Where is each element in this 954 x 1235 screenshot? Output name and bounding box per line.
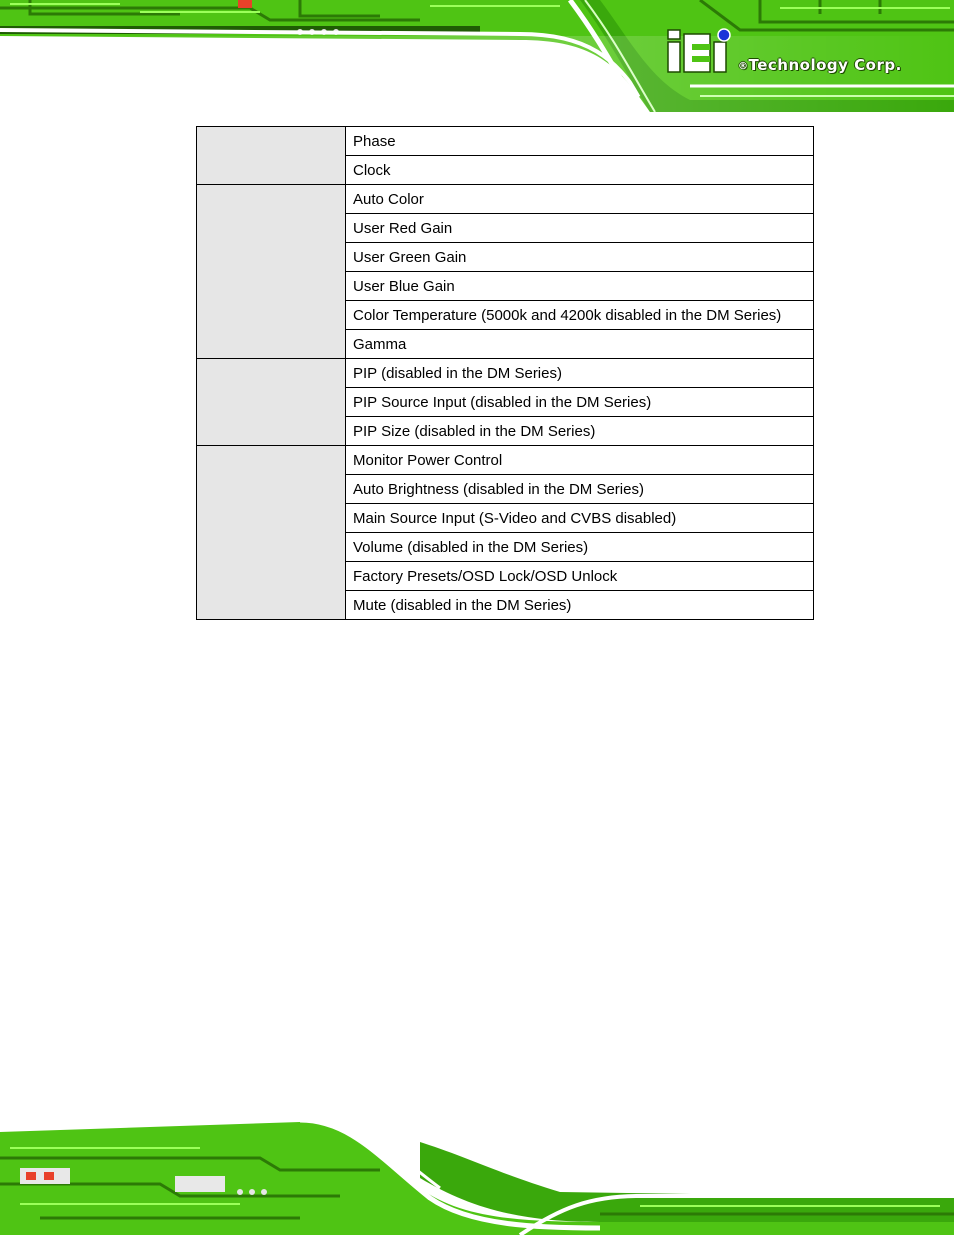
menu-item-cell: Auto Color — [346, 185, 814, 214]
company-tagline: ®Technology Corp. — [738, 56, 902, 74]
menu-item-cell: Main Source Input (S-Video and CVBS disabled) — [346, 504, 814, 533]
menu-group-cell — [197, 127, 346, 185]
menu-item-cell: Auto Brightness (disabled in the DM Series) — [346, 475, 814, 504]
header-banner — [0, 0, 954, 112]
menu-item-cell: Gamma — [346, 330, 814, 359]
menu-item-cell: PIP Size (disabled in the DM Series) — [346, 417, 814, 446]
circuit-board-graphic — [0, 1118, 954, 1235]
menu-group-cell — [197, 359, 346, 446]
osd-menu-table — [196, 126, 814, 620]
table-row — [197, 185, 814, 214]
table-row — [197, 359, 814, 388]
menu-item-cell: Volume (disabled in the DM Series) — [346, 533, 814, 562]
menu-item-cell: Monitor Power Control — [346, 446, 814, 475]
menu-item-cell: PIP (disabled in the DM Series) — [346, 359, 814, 388]
menu-item-cell: Color Temperature (5000k and 4200k disabled in the DM Series) — [346, 301, 814, 330]
company-logo — [666, 28, 926, 84]
menu-item-cell: Clock — [346, 156, 814, 185]
menu-item-cell: User Green Gain — [346, 243, 814, 272]
menu-item-cell: User Red Gain — [346, 214, 814, 243]
menu-item-cell: Factory Presets/OSD Lock/OSD Unlock — [346, 562, 814, 591]
table-row — [197, 127, 814, 156]
menu-group-cell — [197, 446, 346, 620]
menu-item-cell: PIP Source Input (disabled in the DM Series) — [346, 388, 814, 417]
menu-item-cell: Mute (disabled in the DM Series) — [346, 591, 814, 620]
menu-item-cell: User Blue Gain — [346, 272, 814, 301]
iei-logo-icon — [666, 28, 738, 78]
menu-item-cell: Phase — [346, 127, 814, 156]
footer-banner — [0, 1118, 954, 1235]
menu-group-cell — [197, 185, 346, 359]
table-row — [197, 446, 814, 475]
